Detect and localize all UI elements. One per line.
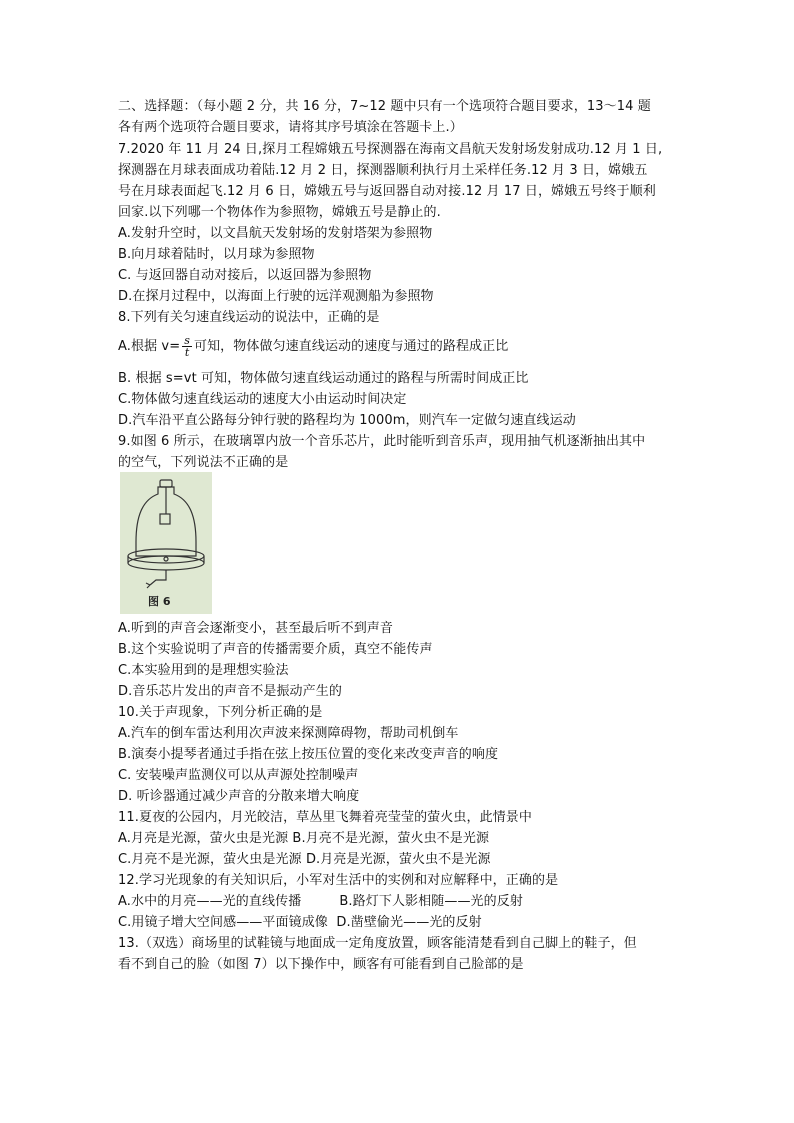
q8-stem: 8.下列有关匀速直线运动的说法中，正确的是 xyxy=(118,310,380,325)
q8-option-d: D.汽车沿平直公路每分钟行驶的路程均为 1000m，则汽车一定做匀速直线运动 xyxy=(118,413,576,428)
q11-options-cd: C.月亮不是光源，萤火虫是光源 D.月亮是光源，萤火虫不是光源 xyxy=(118,852,491,867)
q8-option-a-suffix: 可知，物体做匀速直线运动的速度与通过的路程成正比 xyxy=(193,339,509,354)
q9-option-a: A.听到的声音会逐渐变小，甚至最后听不到声音 xyxy=(118,621,393,636)
q10-stem: 10.关于声现象，下列分析正确的是 xyxy=(118,705,323,720)
fraction-denominator: t xyxy=(184,346,190,359)
q9-option-d: D.音乐芯片发出的声音不是振动产生的 xyxy=(118,684,342,699)
q8-option-a xyxy=(118,335,508,359)
q9-stem-line-2: 的空气，下列说法不正确的是 xyxy=(118,455,289,470)
q7-stem-line-4: 回家.以下列哪一个物体作为参照物，嫦娥五号是静止的. xyxy=(118,205,441,220)
q12-options-cd: C.用镜子增大空间感——平面镜成像 D.凿壁偷光——光的反射 xyxy=(118,915,482,930)
q12-stem: 12.学习光现象的有关知识后，小军对生活中的实例和对应解释中，正确的是 xyxy=(118,873,559,888)
q7-stem-line-1: 7.2020 年 11 月 24 日,探月工程嫦娥五号探测器在海南文昌航天发射场发射成功.12 月 1 日, xyxy=(118,142,663,157)
q7-option-b: B.向月球着陆时，以月球为参照物 xyxy=(118,247,315,262)
q11-stem: 11.夏夜的公园内，月光皎洁，草丛里飞舞着亮莹莹的萤火虫，此情景中 xyxy=(118,810,532,825)
q8-option-b: B. 根据 s=vt 可知，物体做匀速直线运动通过的路程与所需时间成正比 xyxy=(118,371,529,386)
q7-option-a: A.发射升空时，以文昌航天发射场的发射塔架为参照物 xyxy=(118,226,433,241)
velocity-fraction xyxy=(182,335,192,358)
section-heading: 二、选择题：（每小题 2 分，共 16 分，7~12 题中只有一个选项符合题目要求，13～14 题 xyxy=(118,99,651,114)
q11-options-ab: A.月亮是光源，萤火虫是光源 B.月亮不是光源，萤火虫不是光源 xyxy=(118,831,490,846)
q10-option-d: D. 听诊器通过减少声音的分散来增大响度 xyxy=(118,789,360,804)
q13-stem-line-2: 看不到自己的脸（如图 7）以下操作中，顾客有可能看到自己脸部的是 xyxy=(118,957,524,972)
figure-6-caption: 图 6 xyxy=(148,595,171,608)
q7-stem-line-2: 探测器在月球表面成功着陆.12 月 2 日，探测器顺利执行月土采样任务.12 月 3 日，嫦娥五 xyxy=(118,163,648,178)
section-heading-cont: 各有两个选项符合题目要求，请将其序号填涂在答题卡上.） xyxy=(118,120,463,135)
q7-option-c: C. 与返回器自动对接后，以返回器为参照物 xyxy=(118,268,372,283)
q10-option-c: C. 安装噪声监测仪可以从声源处控制噪声 xyxy=(118,768,359,783)
q10-option-a: A.汽车的倒车雷达利用次声波来探测障碍物，帮助司机倒车 xyxy=(118,726,459,741)
q9-stem-line-1: 9.如图 6 所示，在玻璃罩内放一个音乐芯片，此时能听到音乐声，现用抽气机逐渐抽出其中 xyxy=(118,434,646,449)
q13-stem-line-1: 13.（双选）商场里的试鞋镜与地面成一定角度放置，顾客能清楚看到自己脚上的鞋子，但 xyxy=(118,936,637,951)
fraction-numerator: s xyxy=(184,334,190,347)
q7-stem-line-3: 号在月球表面起飞.12 月 6 日，嫦娥五号与返回器自动对接.12 月 17 日，嫦娥五号终于顺利 xyxy=(118,184,656,199)
q12-options-ab: A.水中的月亮——光的直线传播 B.路灯下人影相随——光的反射 xyxy=(118,894,523,909)
q9-option-c: C.本实验用到的是理想实验法 xyxy=(118,663,289,678)
figure-6-bell-jar xyxy=(120,472,212,614)
q7-option-d: D.在探月过程中，以海面上行驶的远洋观测船为参照物 xyxy=(118,289,434,304)
q8-option-c: C.物体做匀速直线运动的速度大小由运动时间决定 xyxy=(118,392,407,407)
q10-option-b: B.演奏小提琴者通过手指在弦上按压位置的变化来改变声音的响度 xyxy=(118,747,499,762)
q8-option-a-prefix: A.根据 v= xyxy=(118,339,181,354)
q9-option-b: B.这个实验说明了声音的传播需要介质，真空不能传声 xyxy=(118,642,433,657)
